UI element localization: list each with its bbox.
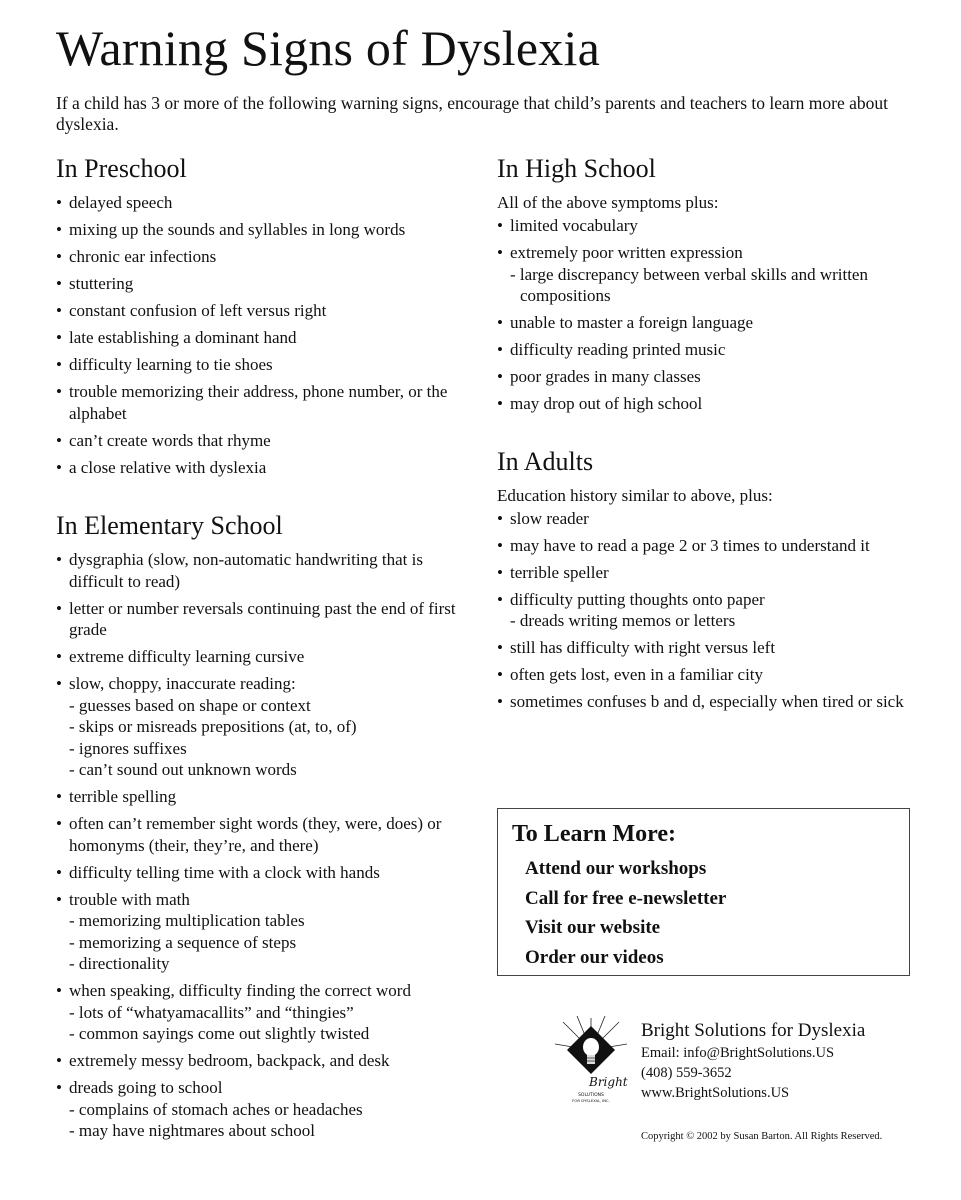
elementary-sub-item: - lots of “whatyamacallits” and “thingies” (69, 1002, 354, 1022)
elementary-item-text: dysgraphia (slow, non-automatic handwriting that is difficult to read) (69, 550, 423, 591)
highschool-list (497, 215, 917, 415)
bullet-icon: • (56, 1078, 62, 1097)
elementary-section (56, 509, 476, 1142)
elementary-list (56, 549, 476, 1142)
highschool-item-text: difficulty reading printed music (510, 340, 726, 359)
highschool-list-item (497, 242, 917, 307)
elementary-item-text: difficulty telling time with a clock with hands (69, 862, 380, 882)
bullet-icon: • (56, 220, 62, 239)
preschool-list-item (56, 327, 476, 349)
elementary-sub-item: - can’t sound out unknown words (69, 760, 297, 779)
preschool-list-item (56, 300, 476, 322)
highschool-item-text: limited vocabulary (510, 216, 638, 235)
page-title: Warning Signs of Dyslexia (56, 20, 600, 76)
highschool-sub-list (510, 264, 917, 307)
elementary-list-item (56, 862, 476, 884)
learn-more-heading: To Learn More: (512, 821, 676, 847)
highschool-item-text: poor grades in many classes (510, 367, 701, 386)
elementary-sub-list (69, 695, 476, 781)
adults-list-item (497, 691, 917, 713)
elementary-list-item (56, 1050, 476, 1072)
elementary-list-item (56, 598, 476, 641)
bullet-icon: • (56, 355, 62, 374)
learn-more-item: Visit our website (525, 917, 661, 938)
copyright-text: Copyright © 2002 by Susan Barton. All Rights Reserved. (641, 1131, 883, 1142)
elementary-sub-item: - may have nightmares about school (69, 1121, 315, 1140)
highschool-sub-item: - large discrepancy between verbal skills and written compositions (510, 264, 868, 305)
bullet-icon: • (56, 247, 62, 266)
elementary-list-item (56, 889, 476, 975)
intro-text: If a child has 3 or more of the following warning signs, encourage that child’s parents and teachers to learn more about dyslexia. (56, 93, 888, 134)
bullet-icon: • (56, 787, 62, 806)
bullet-icon: • (497, 589, 503, 609)
preschool-item-text: constant confusion of left versus right (69, 301, 327, 320)
preschool-list-item (56, 430, 476, 452)
preschool-section (56, 152, 476, 478)
learn-more-item: Attend our workshops (525, 858, 707, 879)
bullet-icon: • (497, 313, 503, 332)
elementary-sub-list (69, 1099, 476, 1142)
bullet-icon: • (56, 1051, 62, 1070)
preschool-list-item (56, 381, 476, 424)
adults-item-text: terrible speller (510, 562, 609, 582)
elementary-list-item (56, 980, 476, 1045)
bullet-icon: • (56, 647, 62, 666)
preschool-item-text: delayed speech (69, 193, 173, 212)
elementary-sub-item: - memorizing multiplication tables (69, 911, 305, 930)
right-column (497, 152, 917, 718)
elementary-item-text: extremely messy bedroom, backpack, and desk (69, 1051, 390, 1070)
bullet-icon: • (497, 535, 503, 555)
adults-sub-item: - dreads writing memos or letters (510, 611, 736, 630)
adults-item-text: slow reader (510, 508, 589, 528)
bullet-icon: • (56, 274, 62, 293)
elementary-sub-item: - ignores suffixes (69, 738, 187, 758)
adults-list-item (497, 664, 917, 686)
preschool-item-text: stuttering (69, 274, 134, 293)
preschool-item-text: can’t create words that rhyme (69, 430, 271, 450)
bullet-icon: • (56, 430, 62, 450)
adults-item-text: still has difficulty with right versus left (510, 638, 776, 657)
website-text: www.BrightSolutions.US (641, 1085, 790, 1101)
highschool-list-item (497, 312, 917, 334)
highschool-list-item (497, 393, 917, 415)
svg-text:Bright: Bright (589, 1075, 628, 1089)
preschool-item-text: mixing up the sounds and syllables in long words (69, 220, 406, 239)
bullet-icon: • (497, 243, 503, 262)
preschool-list-item (56, 246, 476, 268)
elementary-sub-item: - directionality (69, 954, 170, 973)
learn-more-list (525, 854, 726, 972)
highschool-section (497, 152, 917, 415)
elementary-item-text: often can’t remember sight words (they, were, does) or homonyms (their, they’re, and there) (69, 814, 442, 855)
adults-item-text: often gets lost, even in a familiar city (510, 665, 764, 684)
elementary-sub-item: - common sayings come out slightly twisted (69, 1024, 370, 1043)
bullet-icon: • (497, 367, 503, 386)
elementary-sub-item: - complains of stomach aches or headaches (69, 1099, 363, 1119)
elementary-sub-item: - memorizing a sequence of steps (69, 932, 297, 952)
elementary-heading: In Elementary School (56, 511, 283, 540)
highschool-item-text: may drop out of high school (510, 394, 703, 413)
bullet-icon: • (497, 340, 503, 359)
preschool-list (56, 192, 476, 478)
elementary-list-item (56, 646, 476, 668)
elementary-list-item (56, 673, 476, 781)
svg-text:SOLUTIONS: SOLUTIONS (578, 1093, 604, 1098)
preschool-item-text: late establishing a dominant hand (69, 328, 297, 347)
adults-list-item (497, 535, 917, 557)
adults-list-item (497, 589, 917, 632)
bullet-icon: • (497, 638, 503, 657)
elementary-item-text: when speaking, difficulty finding the correct word (69, 981, 411, 1000)
bullet-icon: • (56, 981, 62, 1000)
preschool-list-item (56, 192, 476, 214)
elementary-item-text: extreme difficulty learning cursive (69, 647, 305, 666)
svg-text:FOR DYSLEXIA, INC.: FOR DYSLEXIA, INC. (572, 1098, 610, 1103)
phone-text: (408) 559-3652 (641, 1065, 732, 1081)
elementary-sub-list (69, 1002, 476, 1045)
bullet-icon: • (56, 382, 62, 401)
contact-block (641, 1019, 931, 1103)
bullet-icon: • (497, 508, 503, 528)
email-text: Email: info@BrightSolutions.US (641, 1045, 835, 1061)
adults-sub-list (510, 610, 917, 632)
preschool-item-text: chronic ear infections (69, 247, 217, 266)
adults-list (497, 508, 917, 713)
left-column (56, 152, 476, 1147)
elementary-list-item (56, 549, 476, 592)
highschool-heading: In High School (497, 154, 656, 183)
preschool-list-item (56, 457, 476, 479)
elementary-sub-item: - skips or misreads prepositions (at, to, of) (69, 717, 357, 736)
adults-heading: In Adults (497, 446, 594, 476)
elementary-item-text: letter or number reversals continuing past the end of first grade (69, 598, 456, 639)
bullet-icon: • (56, 598, 62, 618)
elementary-sub-item: - guesses based on shape or context (69, 695, 311, 715)
highschool-item-text: unable to master a foreign language (510, 313, 754, 332)
preschool-list-item (56, 219, 476, 241)
bullet-icon: • (56, 193, 62, 212)
elementary-item-text: dreads going to school (69, 1078, 223, 1097)
learn-more-item: Order our videos (525, 946, 664, 968)
bullet-icon: • (497, 394, 503, 413)
learn-more-box (497, 808, 910, 976)
highschool-lead: All of the above symptoms plus: (497, 193, 719, 212)
preschool-item-text: trouble memorizing their address, phone number, or the alphabet (69, 382, 448, 423)
adults-list-item (497, 562, 917, 584)
elementary-list-item (56, 813, 476, 856)
bullet-icon: • (56, 550, 62, 569)
elementary-list-item (56, 1077, 476, 1142)
elementary-item-text: terrible spelling (69, 787, 177, 806)
bullet-icon: • (56, 814, 62, 833)
elementary-list-item (56, 786, 476, 808)
bullet-icon: • (497, 692, 503, 711)
highschool-item-text: extremely poor written expression (510, 243, 743, 262)
highschool-list-item (497, 339, 917, 361)
bullet-icon: • (56, 889, 62, 909)
elementary-item-text: trouble with math (69, 889, 190, 909)
bullet-icon: • (56, 457, 62, 477)
adults-item-text: may have to read a page 2 or 3 times to understand it (510, 535, 870, 555)
elementary-item-text: slow, choppy, inaccurate reading: (69, 674, 296, 693)
adults-list-item (497, 508, 917, 530)
bullet-icon: • (56, 301, 62, 320)
bullet-icon: • (497, 216, 503, 235)
adults-lead: Education history similar to above, plus: (497, 485, 773, 505)
highschool-list-item (497, 366, 917, 388)
adults-list-item (497, 637, 917, 659)
preschool-list-item (56, 273, 476, 295)
bullet-icon: • (56, 862, 62, 882)
adults-section (497, 445, 917, 713)
bullet-icon: • (497, 562, 503, 582)
preschool-item-text: difficulty learning to tie shoes (69, 355, 273, 374)
bullet-icon: • (56, 674, 62, 693)
lightbulb-logo-icon (549, 1014, 633, 1106)
learn-more-item: Call for free e-newsletter (525, 887, 727, 909)
adults-item-text: difficulty putting thoughts onto paper (510, 589, 765, 609)
bullet-icon: • (56, 328, 62, 347)
highschool-list-item (497, 215, 917, 237)
preschool-list-item (56, 354, 476, 376)
adults-item-text: sometimes confuses b and d, especially when tired or sick (510, 692, 904, 711)
preschool-heading: In Preschool (56, 154, 187, 183)
elementary-sub-list (69, 910, 476, 975)
preschool-item-text: a close relative with dyslexia (69, 457, 267, 477)
org-name: Bright Solutions for Dyslexia (641, 1020, 866, 1041)
bullet-icon: • (497, 665, 503, 684)
